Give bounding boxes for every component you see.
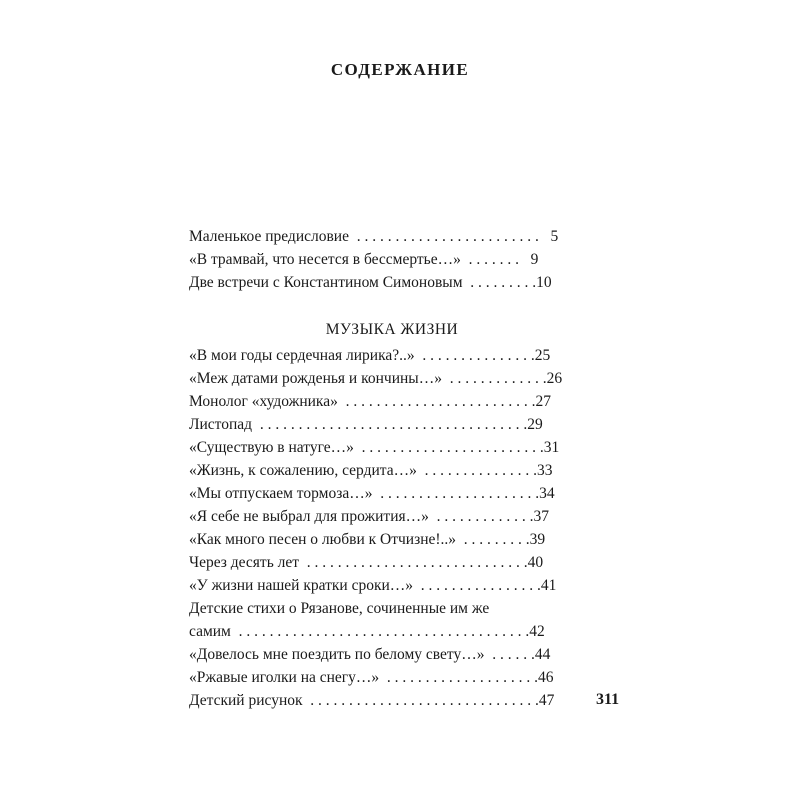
toc-entry: Монолог «художника» . . . . . . . . . . . . . . . . . . . . . . . . .27 bbox=[189, 393, 551, 410]
toc-entry: «В трамвай, что несется в бессмертье…» . . . . . . . 9 bbox=[189, 251, 539, 268]
toc-entry: «Мы отпускаем тормоза…» . . . . . . . . . . . . . . . . . . . . .34 bbox=[189, 485, 555, 502]
toc-entry: Листопад . . . . . . . . . . . . . . . . . . . . . . . . . . . . . . . . . . .29 bbox=[189, 416, 543, 433]
toc-entry: самим . . . . . . . . . . . . . . . . . . . . . . . . . . . . . . . . . . . . . .42 bbox=[189, 623, 545, 640]
toc-entry: «Я себе не выбрал для прожития…» . . . . . . . . . . . . .37 bbox=[189, 508, 550, 525]
toc-entry: Маленькое предисловие . . . . . . . . . . . . . . . . . . . . . . . . 5 bbox=[189, 228, 559, 245]
toc-entry: «Меж датами рожденья и кончины…» . . . . . . . . . . . . .26 bbox=[189, 370, 563, 387]
toc-entry: «У жизни нашей кратки сроки…» . . . . . . . . . . . . . . . .41 bbox=[189, 577, 557, 594]
toc-entry: Через десять лет . . . . . . . . . . . . . . . . . . . . . . . . . . . . .40 bbox=[189, 554, 544, 571]
toc-entry: Детские стихи о Рязанове, сочиненные им же bbox=[189, 600, 490, 617]
toc-entry: «В мои годы сердечная лирика?..» . . . . . . . . . . . . . . .25 bbox=[189, 347, 551, 364]
toc-entry: Две встречи с Константином Симоновым . . . . . . . . .10 bbox=[189, 274, 552, 291]
section-title: МУЗЫКА ЖИЗНИ bbox=[325, 321, 459, 338]
toc-entry: «Довелось мне поездить по белому свету…» . . . . . .44 bbox=[189, 646, 551, 663]
toc-entry: Детский рисунок . . . . . . . . . . . . . . . . . . . . . . . . . . . . . .47 bbox=[189, 692, 555, 709]
toc-entry: «Существую в натуге…» . . . . . . . . . . . . . . . . . . . . . . . .31 bbox=[189, 439, 560, 456]
toc-entry: «Жизнь, к сожалению, сердита…» . . . . . . . . . . . . . . .33 bbox=[189, 462, 553, 479]
toc-entry: «Как много песен о любви к Отчизне!..» . . . . . . . . .39 bbox=[189, 531, 546, 548]
toc-intro-list bbox=[189, 225, 595, 294]
page-number: 311 bbox=[596, 691, 620, 708]
toc-section bbox=[189, 318, 595, 712]
toc-entry: «Ржавые иголки на снегу…» . . . . . . . . . . . . . . . . . . . .46 bbox=[189, 669, 554, 686]
page-title: СОДЕРЖАНИЕ bbox=[330, 60, 470, 79]
